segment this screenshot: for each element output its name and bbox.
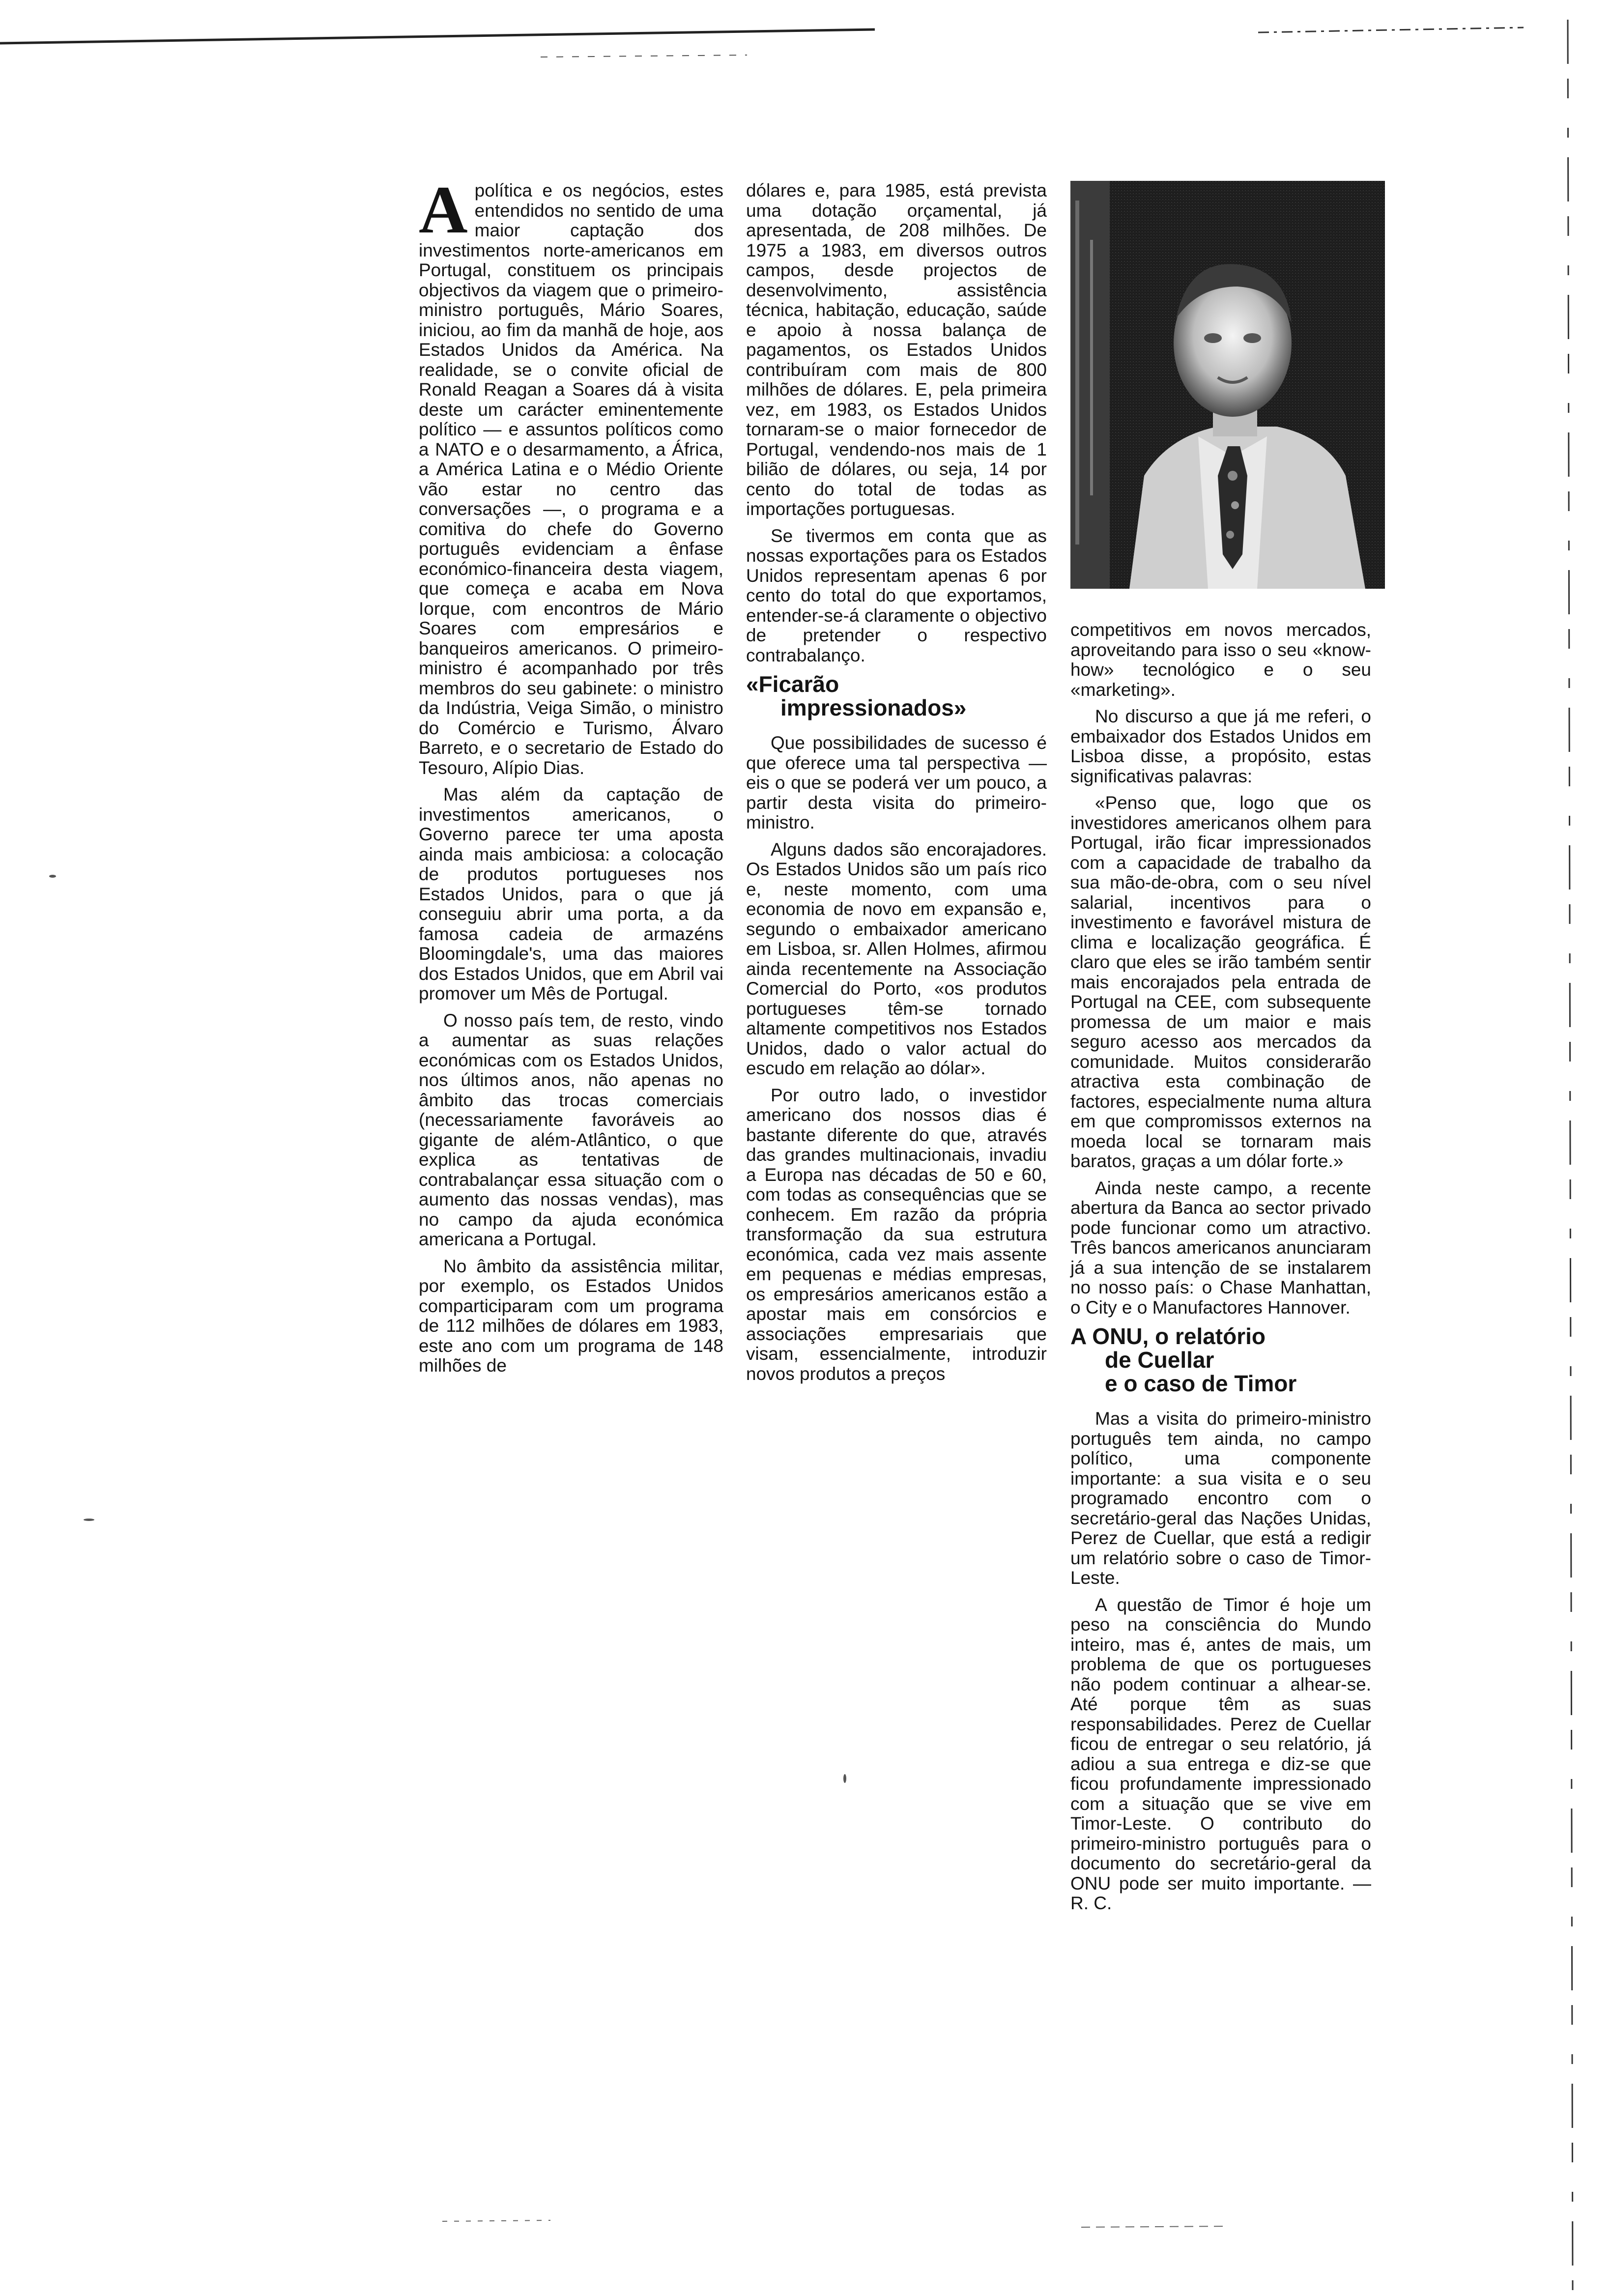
paragraph: Ainda neste campo, a recente abertura da Banca ao sector privado pode funcionar como um atractivo. Três bancos americanos anunciaram já a sua intenção de se instalarem no nosso país: o Chase Manhattan, o City e o Manufactores Hannover. [1070, 1177, 1371, 1318]
article-column-2 [746, 181, 1047, 1391]
subheading-line: e o caso de Timor [1105, 1371, 1297, 1396]
section-subheading [1070, 1324, 1371, 1395]
portrait-photo-image [1070, 181, 1385, 589]
section-subheading [746, 672, 1047, 719]
paragraph: No discurso a que já me referi, o embaixador dos Estados Unidos em Lisboa disse, a propósito, estas significativas palavras: [1070, 706, 1371, 786]
scan-edge-top [0, 0, 1612, 59]
scan-speck [84, 1519, 94, 1521]
subheading-line: «Ficarão [746, 671, 839, 697]
paragraph: Por outro lado, o investidor americano dos nossos dias é bastante diferente do que, através das grandes multinacionais, invadiu a Europa nas décadas de 50 e 60, com todas as consequências que se conhecem. Em razão da própria transformação da sua estrutura económica, cada vez mais assente em pequenas e médias empresas, os empresários americanos estão a apostar mais em consórcios e associações empresariais que visam, essencialmente, introduzir novos produtos a preços [746, 1085, 1047, 1384]
paragraph: Mas a visita do primeiro-ministro português tem ainda, no campo político, uma componente importante: a sua visita e o seu programado encontro com o secretário-geral das Nações Unidas, Perez de Cuellar, que está a redigir um relatório sobre o caso de Timor-Leste. [1070, 1408, 1371, 1588]
scan-edge-right [1553, 0, 1612, 2296]
paragraph: Alguns dados são encorajadores. Os Estados Unidos são um país rico e, neste momento, com uma economia de novo em expansão e, segundo o embaixador americano em Lisboa, sr. Allen Holmes, afirmou ainda recentemente na Associação Comercial do Porto, «os produtos portugueses têm-se tornado altamente competitivos nos Estados Unidos, dado o valor actual do escudo em relação ao dólar». [746, 839, 1047, 1078]
paragraph: O nosso país tem, de resto, vindo a aumentar as suas relações económicas com os Estados Unidos, nos últimos anos, não apenas no âmbito das trocas comerciais (necessariamente favoráveis ao gigante de além-Atlântico, o que explica as tentativas de contrabalançar essa situação com o aumento das nossas vendas), mas no campo da ajuda económica americana a Portugal. [419, 1010, 723, 1249]
paragraph: dólares e, para 1985, está prevista uma dotação orçamental, já apresentada, de 208 milhões. De 1975 a 1983, em diversos outros campos, desde projectos de desenvolvimento, assistência técnica, habitação, educação, saúde e apoio à nossa balança de pagamentos, os Estados Unidos contribuíram com mais de 800 milhões de dólares. E, pela primeira vez, em 1983, os Estados Unidos tornaram-se o maior fornecedor de Portugal, vendendo-nos mais de 1 bilião de dólares, ou seja, 14 por cento do total de todas as importações portuguesas. [746, 180, 1047, 519]
paragraph: «Penso que, logo que os investidores americanos olhem para Portugal, irão ficar impressionados com a capacidade de trabalho da sua mão-de-obra, com o seu nível salarial, incentivos para o investimento e favorável mistura de clima e localização geográfica. É claro que eles se irão também sentir mais encorajados pela entrada de Portugal na CEE, com subsequente promessa de um maior e mais seguro acesso aos mercados da comunidade. Muitos considerarão atractiva esta combinação de factores, especialmente numa altura em que compromissos externos na moeda local se tornaram mais baratos, graças a um dólar forte.» [1070, 793, 1371, 1171]
article-photo [1070, 181, 1385, 589]
paragraph: Que possibilidades de sucesso é que oferece uma tal perspectiva — eis o que se poderá ver um pouco, a partir desta visita do primeiro-ministro. [746, 733, 1047, 832]
paragraph: Se tivermos em conta que as nossas exportações para os Estados Unidos representam apenas 6 por cento do total do que exportamos, entender-se-á claramente o objectivo de pretender o respectivo contrabalanço. [746, 525, 1047, 665]
subheading-line: A ONU, o relatório [1070, 1323, 1266, 1349]
scan-speck [49, 875, 56, 878]
article-column-3 [1070, 620, 1371, 1921]
article-column-1 [419, 172, 723, 1383]
paragraph: Mas além da captação de investimentos americanos, o Governo parece ter uma aposta ainda mais ambiciosa: a colocação de produtos portugueses nos Estados Unidos, para o que já conseguiu abrir uma porta, a da famosa cadeia de armazéns Bloomingdale's, uma das maiores dos Estados Unidos, que em Abril vai promover um Mês de Portugal. [419, 784, 723, 1004]
scan-speck [843, 1774, 846, 1783]
subheading-line: de Cuellar [1105, 1347, 1214, 1373]
scan-edge-bottom [0, 2202, 1612, 2261]
drop-cap: A [419, 172, 468, 247]
paragraph: competitivos em novos mercados, aproveitando para isso o seu «know-how» tecnológico e o seu «marketing». [1070, 620, 1371, 700]
subheading-line: impressionados» [780, 695, 967, 720]
paragraph: política e os negócios, estes entendidos no sentido de uma maior captação dos investimentos norte-americanos em Portugal, constituem os principais objectivos da viagem que o primeiro-ministro português, Mário Soares, iniciou, ao fim da manhã de hoje, aos Estados Unidos da América. Na realidade, se o convite oficial de Ronald Reagan a Soares dá à visita deste um carácter eminentemente político — e assuntos políticos como a NATO e o desarmamento, a África, a América Latina e o Médio Oriente vão estar no centro das conversações —, o programa e a comitiva do chefe do Governo português evidenciam a ênfase económico-financeira desta viagem, que começa e acaba em Nova Iorque, com encontros de Mário Soares com empresários e banqueiros americanos. O primeiro-ministro é acompanhado por três membros do seu gabinete: o ministro da Indústria, Veiga Simão, o ministro do Comércio e Turismo, Álvaro Barreto, e o secretario de Estado do Tesouro, Alípio Dias. [419, 180, 723, 778]
paragraph: No âmbito da assistência militar, por exemplo, os Estados Unidos comparticiparam com um programa de 112 milhões de dólares em 1983, este ano com um programa de 148 milhões de [419, 1256, 723, 1376]
paragraph: A questão de Timor é hoje um peso na consciência do Mundo inteiro, mas é, antes de mais, um problema de que os portugueses não podem continuar a alhear-se. Até porque têm as suas responsabilidades. Perez de Cuellar ficou de entregar o seu relatório, já adiou a sua entrega e diz-se que ficou profundamente impressionado com a situação que se vive em Timor-Leste. O contributo do primeiro-ministro português para o documento do secretário-geral da ONU pode ser muito importante. — R. C. [1070, 1594, 1371, 1913]
